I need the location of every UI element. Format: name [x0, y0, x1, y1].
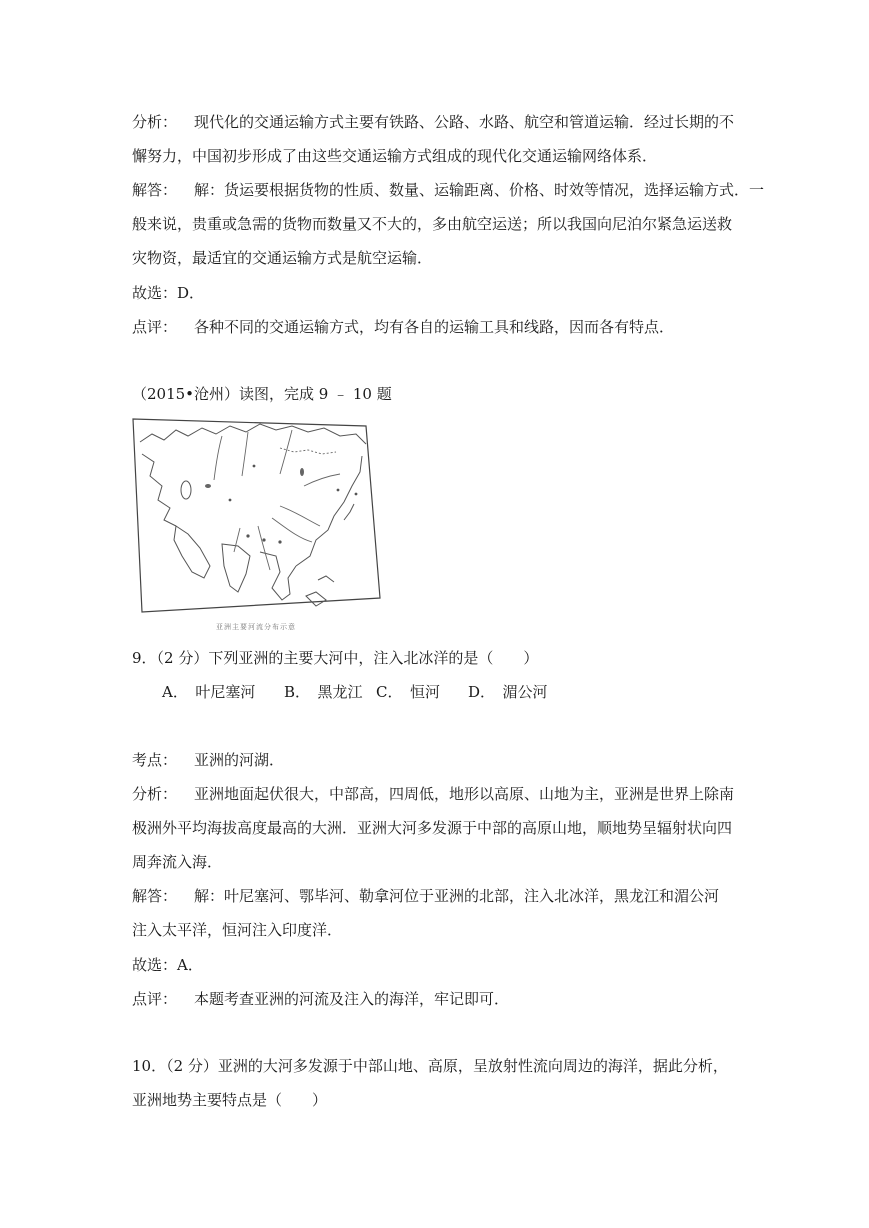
q10-stem-line-2: 亚洲地势主要特点是（ ）: [132, 1091, 328, 1109]
q9-stem: 9．（2 分）下列亚洲的主要大河中，注入北冰洋的是（ ）: [132, 649, 539, 667]
map-caption: 亚洲主要河流分布示意: [216, 623, 296, 631]
q8-comment: 点评： 各种不同的交通运输方式，均有各自的运输工具和线路，因而各有特点．: [132, 318, 675, 336]
q9-analysis-line-1: 分析： 亚洲地面起伏很大，中部高，四周低，地形以高原、山地为主，亚洲是世界上除南: [132, 785, 735, 803]
q9-choice: 故选：A．: [132, 956, 203, 974]
q10-stem-line-1: 10．（2 分）亚洲的大河多发源于中部山地、高原，呈放射性流向周边的海洋，据此分析，: [132, 1057, 728, 1075]
comment-label: 点评：: [132, 990, 178, 1008]
comment-label: 点评：: [132, 318, 178, 336]
q9-analysis-line-2: 极洲外平均海拔高度最高的大洲．亚洲大河多发源于中部的高原山地，顺地势呈辐射状向四: [132, 819, 733, 837]
q9-option-d: D． 湄公河: [468, 683, 548, 701]
answer-label: 解答：: [132, 181, 178, 199]
analysis-label: 分析：: [132, 785, 178, 803]
q9-answer-line-1: 解答： 解：叶尼塞河、鄂毕河、勒拿河位于亚洲的北部，注入北冰洋，黑龙江和湄公河: [132, 887, 720, 905]
q9-option-a: A． 叶尼塞河: [162, 683, 256, 701]
q9-comment: 点评： 本题考查亚洲的河流及注入的海洋，牢记即可．: [132, 990, 510, 1008]
q9-answer-line-2: 注入太平洋，恒河注入印度洋．: [132, 921, 343, 939]
q9-option-b: B． 黑龙江: [284, 683, 363, 701]
analysis-label: 分析：: [132, 113, 178, 131]
q9-kaodian: 考点： 亚洲的河湖．: [132, 751, 285, 769]
q9-options: [162, 682, 548, 702]
q8-analysis-line-1: 分析： 现代化的交通运输方式主要有铁路、公路、水路、航空和管道运输．经过长期的不: [132, 113, 735, 131]
q8-analysis-line-2: 懈努力，中国初步形成了由这些交通运输方式组成的现代化交通运输网络体系．: [132, 147, 658, 165]
question-group-intro: （2015•沧州）读图，完成 9 ﹣ 10 题: [132, 385, 392, 403]
asia-rivers-map: [130, 416, 382, 638]
q9-analysis-line-3: 周奔流入海．: [132, 853, 223, 871]
q8-choice: 故选：D．: [132, 284, 205, 302]
q8-answer-line-2: 般来说，贵重或急需的货物而数量又不大的，多由航空运送；所以我国向尼泊尔紧急运送救: [132, 215, 733, 233]
kaodian-label: 考点：: [132, 751, 178, 769]
q9-option-c: C． 恒河: [376, 683, 440, 701]
answer-label: 解答：: [132, 887, 178, 905]
q8-answer-line-1: 解答： 解：货运要根据货物的性质、数量、运输距离、价格、时效等情况，选择运输方式．一: [132, 181, 765, 199]
asia-map-drawing: [130, 416, 382, 622]
q8-answer-line-3: 灾物资，最适宜的交通运输方式是航空运输．: [132, 249, 433, 267]
